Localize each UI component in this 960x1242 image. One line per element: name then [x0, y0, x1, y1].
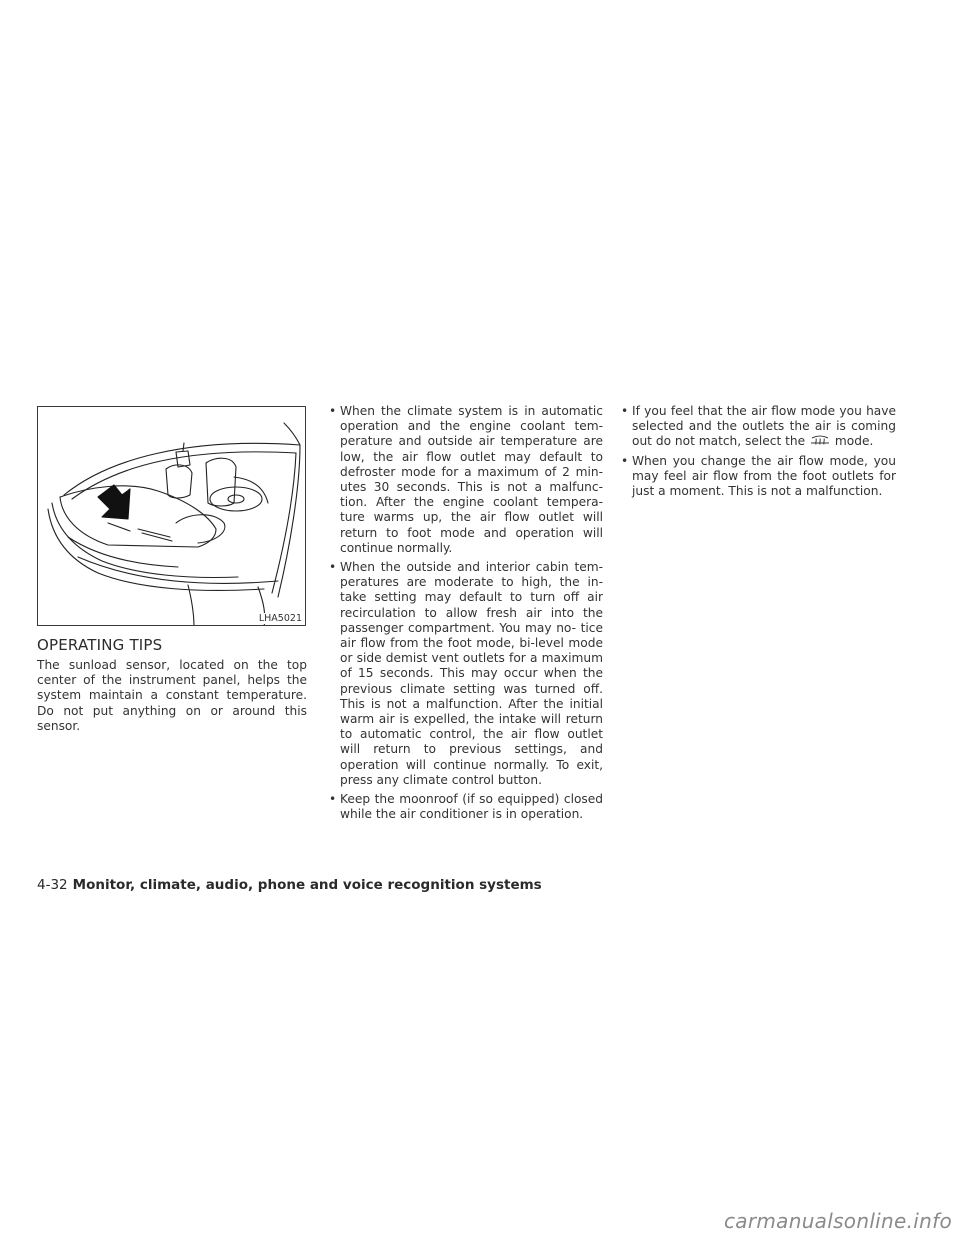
watermark: carmanualsonline.info	[724, 1209, 952, 1233]
column2-bullet-list	[327, 404, 603, 826]
chapter-title: Monitor, climate, audio, phone and voice recognition systems	[72, 877, 542, 893]
dashboard-illustration	[38, 407, 306, 626]
column3-bullet-list	[619, 404, 896, 503]
page-footer	[37, 877, 542, 893]
list-item: • When the outside and interior cabin tem- peratures are moderate to high, the in- take setting may default to turn off air recirculation to allow fresh air into the passenger compartment. You may no- tice air flow from the foot mode, bi-level mode or side demist vent outlets for a maximum of 15 seconds. This may occur when the previous climate setting was turned off. This is not a malfunction. After the initial warm air is expelled, the intake will return to automatic control, the air flow outlet will return to previous settings, and operation will continue normally. To exit, press any climate control button.	[327, 560, 603, 788]
list-item: • When you change the air flow mode, you may feel air flow from the foot outlets for just a moment. This is not a malfunction.	[619, 454, 896, 500]
list-item: • When the climate system is in automatic operation and the engine coolant tem- perature and outside air temperature are low, the air flow outlet may default to defroster mode for a maximum of 2 min- utes 30 seconds. This is not a malfunc- tion. After the engine coolant tempera- ture warms up, the air flow outlet will return to foot mode and operation will continue normally.	[327, 404, 603, 556]
page-number: 4-32	[37, 877, 68, 893]
bullet-text-after-icon: mode.	[834, 434, 874, 449]
list-item	[619, 404, 896, 450]
figure-id-label: LHA5021	[258, 613, 302, 624]
bullet-text-before-icon: If you feel that the air flow mode you have selected and the outlets the air is coming out do not match, select the	[632, 404, 896, 449]
sunload-sensor-figure	[37, 406, 306, 626]
section-heading: OPERATING TIPS	[37, 636, 163, 654]
intro-paragraph: The sunload sensor, located on the top center of the instrument panel, helps the system maintain a constant temperature. Do not put anything on or around this sensor.	[37, 658, 307, 733]
front-defroster-icon	[809, 435, 831, 446]
list-item: • Keep the moonroof (if so equipped) closed while the air conditioner is in operation.	[327, 792, 603, 822]
